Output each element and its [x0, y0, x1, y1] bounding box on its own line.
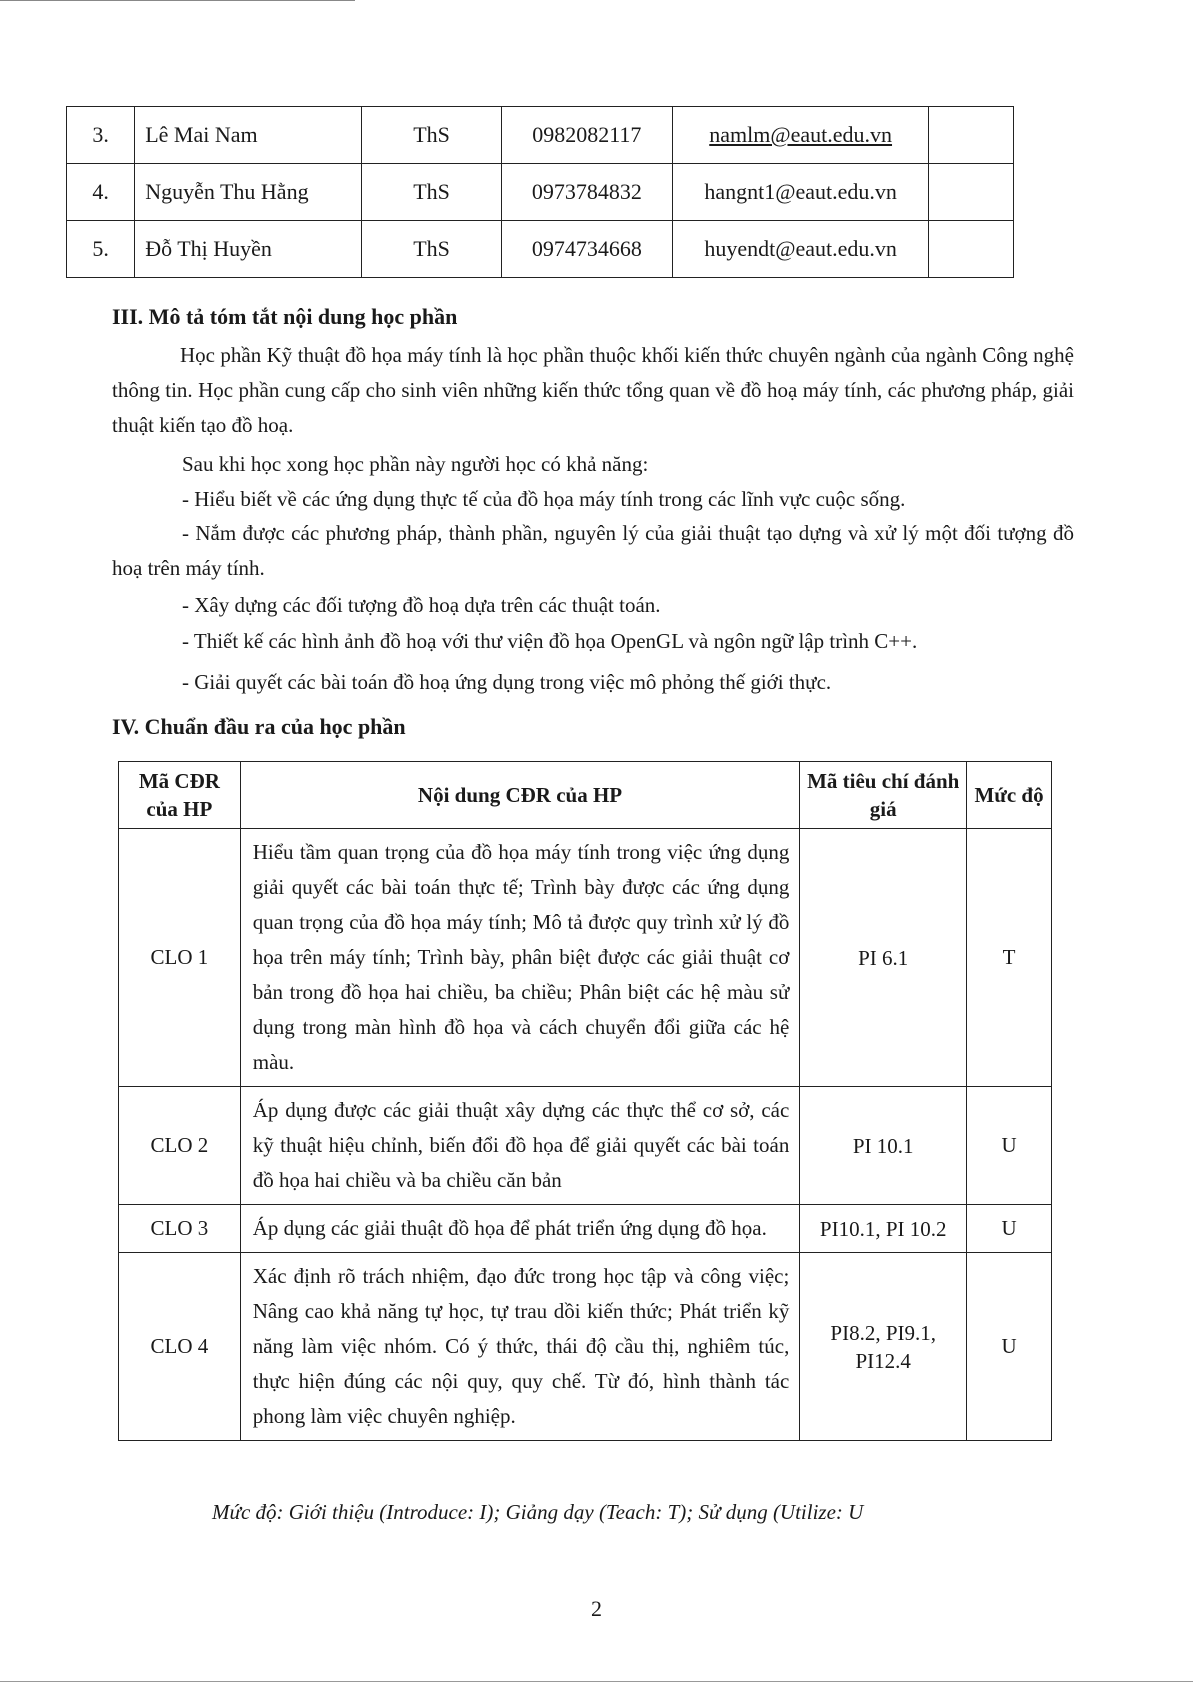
top-rule — [0, 0, 355, 1]
bottom-rule — [0, 1681, 1193, 1682]
header-content: Nội dung CĐR của HP — [240, 762, 800, 829]
staff-email-link[interactable]: namlm@eaut.edu.vn — [709, 122, 893, 147]
empty-cell — [929, 164, 1014, 221]
section-3-intro: Học phần Kỹ thuật đồ họa máy tính là học phần thuộc khối kiến thức chuyên ngành của ngành Công nghệ thông tin. Học phần cung cấp cho sinh viên những kiến thức tổng quan về đồ hoạ máy tính, các phương pháp, giải thuật kiến tạo đồ hoạ. — [112, 343, 1074, 437]
staff-degree: ThS — [362, 221, 502, 278]
bullet-item: - Hiểu biết về các ứng dụng thực tế của đồ họa máy tính trong các lĩnh vực cuộc sống. — [182, 487, 906, 511]
clo-pi: PI 10.1 — [800, 1087, 967, 1205]
clo-pi: PI10.1, PI 10.2 — [800, 1205, 967, 1253]
staff-no: 3. — [67, 107, 135, 164]
staff-table — [66, 106, 1014, 278]
clo-level: U — [967, 1205, 1052, 1253]
empty-cell — [929, 107, 1014, 164]
clo-content: Áp dụng các giải thuật đồ họa để phát triển ứng dụng đồ họa. — [240, 1205, 800, 1253]
staff-name: Nguyễn Thu Hằng — [135, 164, 362, 221]
clo-code: CLO 4 — [119, 1253, 241, 1441]
header-pi: Mã tiêu chí đánh giá — [800, 762, 967, 829]
clo-content: Xác định rõ trách nhiệm, đạo đức trong học tập và công việc; Nâng cao khả năng tự học, tự trau dồi kiến thức; Phát triển kỹ năng làm việc nhóm. Có ý thức, thái độ cầu thị, nghiêm túc, thực hiện đúng các nội quy, quy chế. Từ đó, hình thành tác phong làm việc chuyên nghiệp. — [240, 1253, 800, 1441]
clo-level: T — [967, 829, 1052, 1087]
table-row — [67, 164, 1014, 221]
bullet-item: - Xây dựng các đối tượng đồ hoạ dựa trên các thuật toán. — [182, 593, 661, 617]
table-header-row — [119, 762, 1052, 829]
table-row — [119, 1087, 1052, 1205]
clo-level: U — [967, 1087, 1052, 1205]
staff-no: 4. — [67, 164, 135, 221]
staff-name: Lê Mai Nam — [135, 107, 362, 164]
empty-cell — [929, 221, 1014, 278]
clo-table — [118, 761, 1052, 1441]
clo-code: CLO 1 — [119, 829, 241, 1087]
clo-content: Áp dụng được các giải thuật xây dựng các thực thể cơ sở, các kỹ thuật hiệu chỉnh, biến đổi đồ họa để giải quyết các bài toán đồ họa hai chiều và ba chiều căn bản — [240, 1087, 800, 1205]
section-3-heading: III. Mô tả tóm tắt nội dung học phần — [112, 304, 458, 329]
bullet-item: - Giải quyết các bài toán đồ hoạ ứng dụng trong việc mô phỏng thế giới thực. — [182, 670, 832, 694]
staff-degree: ThS — [362, 164, 502, 221]
staff-email: hangnt1@eaut.edu.vn — [672, 164, 929, 221]
clo-content: Hiểu tầm quan trọng của đồ họa máy tính trong việc ứng dụng giải quyết các bài toán thực tế; Trình bày được các ứng dụng quan trọng của đồ họa máy tính; Mô tả được quy trình xử lý đồ họa trên máy tính; Trình bày, phân biệt được các giải thuật cơ bản trong đồ họa hai chiều, ba chiều; Phân biệt các hệ màu sử dụng trong màn hình đồ họa và cách chuyển đổi giữa các hệ màu. — [240, 829, 800, 1087]
staff-email: huyendt@eaut.edu.vn — [672, 221, 929, 278]
staff-no: 5. — [67, 221, 135, 278]
table-row — [67, 221, 1014, 278]
clo-pi: PI8.2, PI9.1, PI12.4 — [800, 1253, 967, 1441]
header-code: Mã CĐR của HP — [119, 762, 241, 829]
clo-code: CLO 2 — [119, 1087, 241, 1205]
clo-level: U — [967, 1253, 1052, 1441]
table-row — [119, 1205, 1052, 1253]
level-legend-note: Mức độ: Giới thiệu (Introduce: I); Giảng dạy (Teach: T); Sử dụng (Utilize: U — [212, 1500, 864, 1524]
staff-phone: 0973784832 — [501, 164, 672, 221]
clo-code: CLO 3 — [119, 1205, 241, 1253]
staff-phone: 0982082117 — [501, 107, 672, 164]
table-row — [119, 1253, 1052, 1441]
clo-pi: PI 6.1 — [800, 829, 967, 1087]
staff-phone: 0974734668 — [501, 221, 672, 278]
section-3-lead: Sau khi học xong học phần này người học có khả năng: — [182, 452, 649, 476]
header-level: Mức độ — [967, 762, 1052, 829]
table-row — [119, 829, 1052, 1087]
table-row — [67, 107, 1014, 164]
page-number: 2 — [591, 1596, 602, 1621]
section-4-heading: IV. Chuẩn đầu ra của học phần — [112, 714, 406, 739]
staff-degree: ThS — [362, 107, 502, 164]
bullet-item: - Thiết kế các hình ảnh đồ hoạ với thư viện đồ họa OpenGL và ngôn ngữ lập trình C++. — [182, 629, 918, 653]
staff-name: Đỗ Thị Huyền — [135, 221, 362, 278]
bullet-item: - Nắm được các phương pháp, thành phần, nguyên lý của giải thuật tạo dựng và xử lý một đối tượng đồ hoạ trên máy tính. — [112, 521, 1074, 580]
